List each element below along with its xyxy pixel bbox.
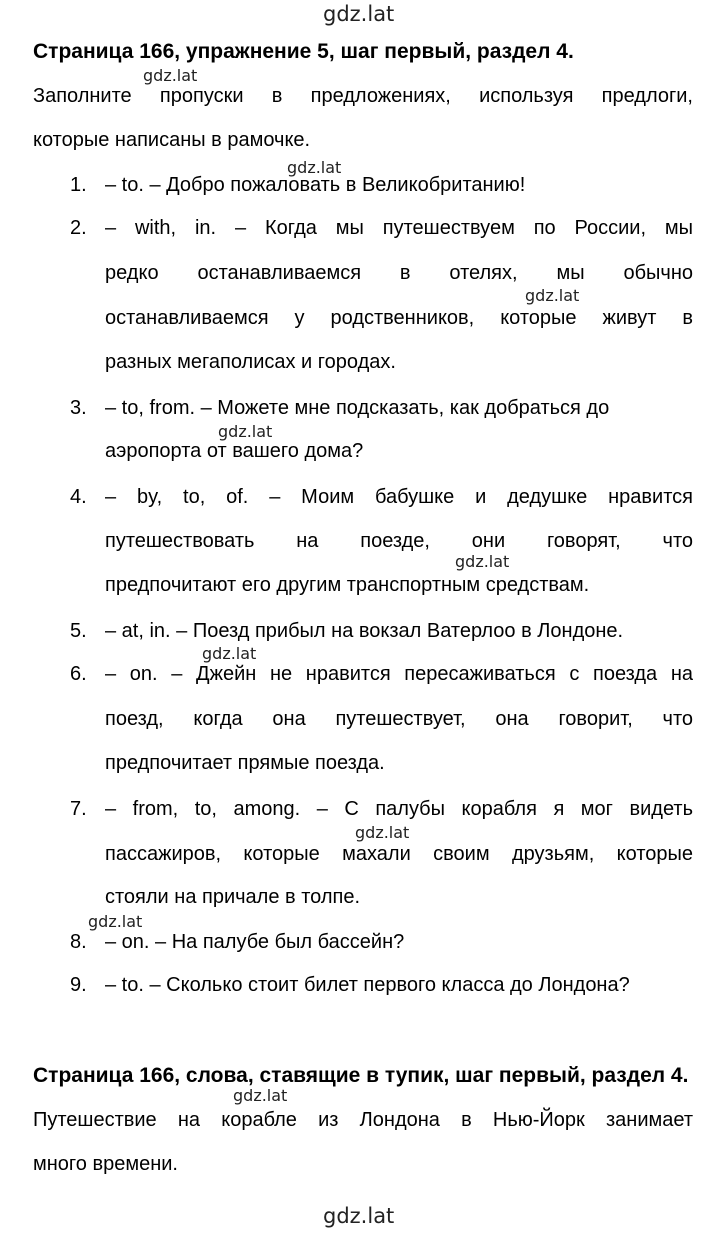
watermark: gdz.lat — [218, 422, 273, 441]
item-line: – on. – На палубе был бассейн? — [105, 931, 405, 953]
item-number: 4. — [70, 486, 87, 508]
item-number: 5. — [70, 620, 87, 642]
item-line: останавливаемся у родственников, которые живут в — [105, 307, 693, 329]
item-line: поезд, когда она путешествует, она говорит, что — [105, 708, 693, 730]
item-line: – to, from. – Можете мне подсказать, как добраться до — [105, 397, 610, 419]
watermark: gdz.lat — [233, 1086, 288, 1105]
item-line: редко останавливаемся в отелях, мы обычно — [105, 262, 693, 284]
item-line: – to. – Сколько стоит билет первого класса до Лондона? — [105, 974, 630, 996]
item-line: стояли на причале в толпе. — [105, 886, 361, 908]
watermark: gdz.lat — [455, 552, 510, 571]
item-line: – from, to, among. – С палубы корабля я мог видеть — [105, 798, 693, 820]
item-line: разных мегаполисах и городах. — [105, 351, 396, 373]
item-line: – to. – Добро пожаловать в Великобританию! — [105, 174, 526, 196]
watermark: gdz.lat — [355, 823, 410, 842]
instruction-line: которые написаны в рамочке. — [33, 129, 311, 151]
item-line: предпочитает прямые поезда. — [105, 752, 385, 774]
watermark-bottom: gdz.lat — [323, 1204, 395, 1228]
item-line: пассажиров, которые махали своим друзьям, которые — [105, 843, 693, 865]
item-line: – on. – Джейн не нравится пересаживаться с поезда на — [105, 663, 693, 685]
item-line: предпочитают его другим транспортным средствам. — [105, 574, 590, 596]
item-number: 7. — [70, 798, 87, 820]
item-line: – at, in. – Поезд прибыл на вокзал Ватерлоо в Лондоне. — [105, 620, 624, 642]
item-number: 3. — [70, 397, 87, 419]
item-line: – by, to, of. – Моим бабушке и дедушке нравится — [105, 486, 693, 508]
section2-heading: Страница 166, слова, ставящие в тупик, шаг первый, раздел 4. — [33, 1064, 689, 1087]
item-number: 8. — [70, 931, 87, 953]
item-number: 1. — [70, 174, 87, 196]
watermark: gdz.lat — [525, 286, 580, 305]
item-number: 2. — [70, 217, 87, 239]
item-line: аэропорта от вашего дома? — [105, 440, 364, 462]
item-number: 9. — [70, 974, 87, 996]
section1-heading: Страница 166, упражнение 5, шаг первый, раздел 4. — [33, 40, 574, 63]
item-number: 6. — [70, 663, 87, 685]
watermark: gdz.lat — [88, 912, 143, 931]
watermark: gdz.lat — [202, 644, 257, 663]
section2-text-line: Путешествие на корабле из Лондона в Нью-Йорк занимает — [33, 1109, 693, 1131]
section2-text-line: много времени. — [33, 1153, 178, 1175]
instruction-line: Заполните пропуски в предложениях, используя предлоги, — [33, 85, 693, 107]
watermark-top: gdz.lat — [323, 2, 395, 26]
watermark: gdz.lat — [143, 66, 198, 85]
item-line: путешествовать на поезде, они говорят, что — [105, 530, 693, 552]
watermark: gdz.lat — [287, 158, 342, 177]
item-line: – with, in. – Когда мы путешествуем по России, мы — [105, 217, 693, 239]
